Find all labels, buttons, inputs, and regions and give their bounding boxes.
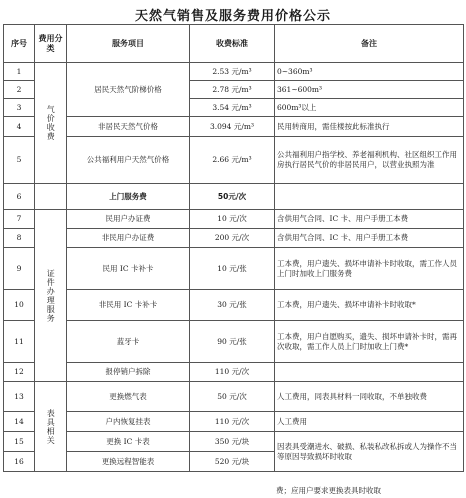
header-no: 序号 [4,25,35,63]
row-note: 因表具受潮进水、破损、私装私改私拆或人为操作不当等原因导致损坏时收取 [275,432,464,472]
row-price: 520 元/块 [190,452,275,472]
row-note: 工本费，用户遗失、损坏申请补卡时收取* [275,290,464,321]
category-gas-price [35,63,67,184]
row-price: 2.66 元/m³ [190,137,275,184]
table-row [4,210,464,229]
row-category-empty [35,184,67,210]
row-no: 16 [4,452,35,472]
row-item: 户内恢复挂表 [67,412,190,432]
table-row [4,117,464,137]
table-row [4,432,464,452]
row-item: 非民用 IC 卡补卡 [67,290,190,321]
row-no: 12 [4,363,35,382]
table-row [4,229,464,248]
row-note: 工本费，用户遗失、损坏申请补卡时收取，需工作人员上门时加收上门服务费 [275,248,464,290]
row-price: 350 元/块 [190,432,275,452]
table-header-row [4,25,464,63]
row-item: 更换 IC 卡表 [67,432,190,452]
row-item: 非民用户办证费 [67,229,190,248]
row-price: 2.53 元/m³ [190,63,275,81]
table-row [4,248,464,290]
row-note: 361~600m³ [275,81,464,99]
price-table [3,24,464,472]
row-item: 更换远程智能表 [67,452,190,472]
header-price: 收费标准 [190,25,275,63]
row-note [275,184,464,210]
row-note: 人工费用，同表具材料一同收取，不单独收费 [275,382,464,412]
row-no: 9 [4,248,35,290]
row-no: 10 [4,290,35,321]
row-no: 4 [4,117,35,137]
row-price: 2.78 元/m³ [190,81,275,99]
page-title: 天然气销售及服务费用价格公示 [134,9,331,24]
header-note: 备注 [275,25,464,63]
row-note: 民用转商用，需佳楼按此标准执行 [275,117,464,137]
category-label: 气价收费 [46,105,56,141]
row-item: 非居民天然气价格 [67,117,190,137]
row-note: 0~360m³ [275,63,464,81]
row-price: 110 元/次 [190,363,275,382]
row-note: 公共福利用户指学校、养老福利机构、社区组织工作用房执行居民气价的非居民用户，以营业执照为准 [275,137,464,184]
row-price: 50 元/次 [190,382,275,412]
row-no: 6 [4,184,35,210]
row-price: 3.54 元/m³ [190,99,275,117]
row-note: 含供用气合同、IC 卡、用户手册工本费 [275,210,464,229]
row-no: 3 [4,99,35,117]
row-no: 14 [4,412,35,432]
row-note: 含供用气合同、IC 卡、用户手册工本费 [275,229,464,248]
row-item: 民用 IC 卡补卡 [67,248,190,290]
row-no: 5 [4,137,35,184]
row-price: 110 元/次 [190,412,275,432]
category-certificate [35,210,67,382]
row-item: 蓝牙卡 [67,321,190,363]
table-row [4,184,464,210]
table-row [4,137,464,184]
row-item: 更换燃气表 [67,382,190,412]
row-note [275,363,464,382]
row-price: 200 元/次 [190,229,275,248]
row-no: 8 [4,229,35,248]
row-no: 7 [4,210,35,229]
header-service: 服务项目 [67,25,190,63]
table-row [4,382,464,412]
row-price: 30 元/张 [190,290,275,321]
row-no: 15 [4,432,35,452]
row-price: 10 元/张 [190,248,275,290]
category-label: 表具相关 [46,408,56,445]
row-note: 人工费用 [275,412,464,432]
row-note: 工本费，用户自愿购买，遗失、损坏申请补卡时，需再次收取，需工作人员上门时加收上门费* [275,321,464,363]
row-item: 民用户办证费 [67,210,190,229]
row-price: 90 元/张 [190,321,275,363]
table-row [4,321,464,363]
row-item: 公共福利用户天然气价格 [67,137,190,184]
table-row [4,412,464,432]
row-no: 11 [4,321,35,363]
row-price: 50元/次 [190,184,275,210]
row-price: 3.094 元/m³ [190,117,275,137]
row-item: 报停销户拆除 [67,363,190,382]
row-no: 1 [4,63,35,81]
row-price: 10 元/次 [190,210,275,229]
row-no: 13 [4,382,35,412]
row-item: 上门服务费 [67,184,190,210]
row-16-note-tail: 费；应用户要求更换表具时收取 [276,486,462,495]
category-label: 证件办理服务 [46,268,56,323]
row-note: 600m³以上 [275,99,464,117]
row-item: 居民天然气阶梯价格 [67,63,190,117]
row-no: 2 [4,81,35,99]
table-row [4,290,464,321]
table-row [4,363,464,382]
category-meter [35,382,67,472]
header-category: 费用分类 [35,25,67,63]
table-row [4,63,464,81]
